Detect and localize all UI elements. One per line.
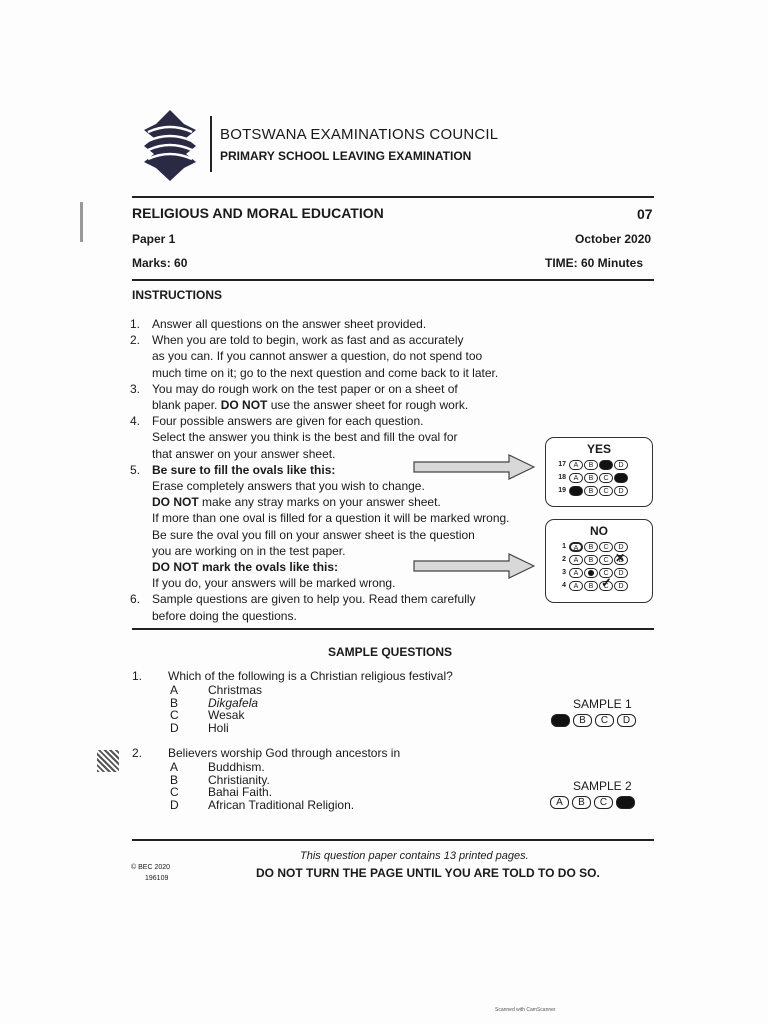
instruction-line — [130, 478, 530, 494]
example-row — [552, 471, 652, 484]
answer-oval: D ✕ — [614, 555, 628, 565]
question-stem: Believers worship God through ancestors in — [168, 746, 401, 760]
sample-answer-oval: C — [594, 796, 613, 809]
instruction-line — [130, 348, 530, 364]
answer-oval: C — [599, 486, 613, 496]
example-row-number: 1 — [562, 543, 566, 550]
answer-oval: C — [599, 555, 613, 565]
option-letter: A — [170, 683, 179, 697]
answer-oval: C ✓ — [599, 581, 613, 591]
option-letter: D — [170, 797, 179, 812]
instruction-line — [130, 413, 530, 429]
option-text: Wesak — [208, 708, 245, 723]
answer-oval: B — [584, 542, 598, 552]
answer-oval: B — [584, 581, 598, 591]
instruction-text: much time on it; go to the next question and come back to it later. — [152, 365, 499, 380]
sample-2-answer-ovals — [550, 796, 638, 809]
yes-example-box — [545, 437, 653, 507]
answer-oval: B — [584, 473, 598, 483]
instruction-text: you are working on in the test paper. — [152, 543, 346, 558]
option-text: Holi — [208, 720, 229, 735]
sample-answer-oval: B — [573, 714, 592, 727]
instruction-text: If more than one oval is filled for a question it will be marked wrong. — [152, 511, 510, 526]
instruction-fragment: blank paper. — [152, 398, 221, 413]
example-row-number: 19 — [558, 487, 566, 494]
footer-rule — [132, 839, 654, 841]
answer-oval — [584, 568, 598, 578]
instruction-text: When you are told to begin, work as fast and as accurately — [152, 333, 464, 348]
instruction-text: If you do, your answers will be marked wrong. — [152, 576, 396, 591]
instruction-text — [152, 397, 530, 413]
no-example-box — [545, 519, 653, 603]
instruction-text: before doing the questions. — [152, 608, 297, 623]
no-arrow-icon — [413, 553, 535, 579]
copyright — [131, 862, 170, 884]
option-text: Christianity. — [208, 772, 270, 787]
exam-date: October 2020 — [575, 232, 652, 246]
instruction-text: Be sure the oval you fill on your answer sheet is the question — [152, 527, 475, 542]
example-row-number: 2 — [562, 556, 566, 563]
instruction-number — [130, 494, 152, 510]
option-letter: D — [170, 720, 179, 735]
sample-answer-oval: B — [572, 796, 591, 809]
answer-oval: D — [614, 460, 628, 470]
instruction-number — [130, 478, 152, 494]
instruction-text: Sample questions are given to help you. Read them carefully — [152, 592, 476, 607]
option-letter: C — [170, 785, 179, 800]
instruction-number — [130, 446, 152, 462]
example-row-number: 3 — [562, 569, 566, 576]
subject-title: RELIGIOUS AND MORAL EDUCATION — [132, 205, 384, 221]
instruction-number: 4. — [130, 414, 141, 429]
instruction-fragment: DO NOT — [220, 398, 268, 413]
instruction-number — [130, 348, 152, 364]
example-row — [552, 484, 652, 497]
instruction-line — [130, 332, 530, 348]
margin-mark — [80, 202, 83, 242]
scanner-watermark: Scanned with CamScanner — [495, 1007, 556, 1013]
instruction-text: that answer on your answer sheet. — [152, 446, 336, 461]
paper-serial: 196109 — [145, 875, 169, 882]
sample-answer-oval: C — [595, 714, 614, 727]
answer-oval: D — [614, 568, 628, 578]
sample-question-1 — [132, 670, 492, 740]
example-row-number: 18 — [558, 474, 566, 481]
option-letter: A — [170, 760, 179, 774]
option-letter: C — [170, 708, 179, 723]
answer-option — [170, 722, 262, 735]
paper-code: 07 — [637, 206, 653, 222]
total-marks: Marks: 60 — [132, 256, 188, 270]
instruction-line — [130, 381, 530, 397]
instruction-line — [130, 608, 530, 624]
answer-oval: B — [584, 555, 598, 565]
instruction-fragment: DO NOT — [152, 495, 199, 510]
paper-number: Paper 1 — [132, 232, 176, 246]
instruction-number — [130, 397, 152, 413]
instruction-number: 1. — [130, 317, 141, 331]
answer-option — [170, 786, 354, 799]
answer-oval: B — [584, 460, 598, 470]
sample-question-2 — [132, 747, 492, 817]
instruction-line — [130, 365, 530, 381]
option-letter: B — [170, 772, 179, 787]
answer-oval — [569, 486, 583, 496]
answer-oval: D — [614, 486, 628, 496]
answer-oval: A — [569, 568, 583, 578]
instruction-line — [130, 591, 530, 607]
question-number: 1. — [132, 669, 143, 683]
instruction-number: 6. — [130, 592, 141, 607]
yes-arrow-icon — [413, 454, 535, 480]
option-text: African Traditional Religion. — [208, 797, 355, 812]
instruction-fragment: make any stray marks on your answer sheet. — [198, 495, 441, 510]
option-text: Christmas — [208, 683, 263, 697]
sample-answer-oval — [551, 714, 570, 727]
answer-option — [170, 799, 354, 812]
instruction-text: You may do rough work on the test paper or on a sheet of — [152, 381, 458, 396]
sample-2-label: SAMPLE 2 — [573, 779, 632, 793]
answer-oval: C — [599, 568, 613, 578]
example-row — [552, 579, 652, 592]
top-rule — [132, 196, 654, 198]
copyright-text: © BEC 2020 — [131, 864, 171, 871]
instruction-line — [130, 316, 530, 332]
instruction-number — [130, 365, 152, 381]
answer-oval: A — [569, 555, 583, 565]
answer-oval: A — [569, 473, 583, 483]
instruction-number: 3. — [130, 381, 141, 396]
instruction-text: DO NOT mark the ovals like this: — [152, 560, 339, 575]
instruction-line — [130, 527, 530, 543]
exam-time: TIME: 60 Minutes — [545, 256, 644, 270]
instruction-text: Be sure to fill the ovals like this: — [152, 462, 336, 477]
answer-oval — [599, 460, 613, 470]
answer-oval: B — [584, 486, 598, 496]
header-divider — [210, 116, 212, 172]
instruction-number — [130, 510, 152, 526]
instruction-text: Select the answer you think is the best and fill the oval for — [152, 430, 458, 445]
answer-oval: A — [569, 542, 583, 552]
instruction-number — [130, 527, 152, 543]
answer-oval — [614, 473, 628, 483]
option-text: Dikgafela — [208, 695, 259, 710]
instruction-line — [130, 429, 530, 445]
answer-oval: D — [614, 542, 628, 552]
no-title: NO — [590, 524, 608, 538]
pages-note: This question paper contains 13 printed pages. — [300, 850, 529, 862]
option-letter: B — [170, 695, 179, 710]
instruction-text — [152, 494, 530, 510]
answer-oval: C — [599, 542, 613, 552]
instruction-text: Answer all questions on the answer sheet provided. — [152, 317, 427, 331]
instruction-text: Erase completely answers that you wish to change. — [152, 479, 425, 494]
bec-logo — [140, 108, 200, 183]
org-name: BOTSWANA EXAMINATIONS COUNCIL — [220, 126, 499, 143]
question-stem: Which of the following is a Christian religious festival? — [168, 669, 453, 683]
barcode-icon — [97, 750, 119, 772]
yes-title: YES — [586, 442, 611, 456]
answer-oval: C — [599, 473, 613, 483]
answer-oval: D — [614, 581, 628, 591]
instruction-line — [130, 397, 530, 413]
answer-oval: A — [569, 460, 583, 470]
example-row-number: 17 — [558, 461, 566, 468]
answer-option — [170, 761, 354, 774]
sample-1-label: SAMPLE 1 — [573, 697, 632, 711]
question-number: 2. — [132, 746, 143, 760]
do-not-turn-warning: DO NOT TURN THE PAGE UNTIL YOU ARE TOLD TO DO SO. — [256, 866, 600, 880]
sample-answer-oval: A — [550, 796, 569, 809]
instruction-text: as you can. If you cannot answer a question, do not spend too — [152, 349, 483, 364]
info-rule — [132, 279, 654, 281]
exam-name: PRIMARY SCHOOL LEAVING EXAMINATION — [220, 149, 472, 163]
instruction-number — [130, 575, 152, 591]
answer-oval: A — [569, 581, 583, 591]
sample-1-answer-ovals — [551, 714, 639, 727]
sample-answer-oval — [616, 796, 635, 809]
instruction-number: 5. — [130, 462, 141, 477]
instruction-number — [130, 543, 152, 559]
instructions-heading: INSTRUCTIONS — [132, 288, 222, 302]
instruction-number — [130, 429, 152, 445]
example-row-number: 4 — [562, 582, 566, 589]
answer-option — [170, 684, 262, 697]
answer-option — [170, 709, 262, 722]
instruction-number — [130, 608, 152, 624]
instruction-text: Four possible answers are given for each question. — [152, 414, 424, 429]
sample-questions-heading: SAMPLE QUESTIONS — [328, 645, 453, 659]
option-text: Buddhism. — [208, 760, 265, 774]
instruction-line — [130, 510, 530, 526]
instruction-number — [130, 559, 152, 575]
example-row — [552, 540, 652, 553]
example-row — [552, 458, 652, 471]
example-row — [552, 553, 652, 566]
option-text: Bahai Faith. — [208, 785, 273, 800]
instruction-line — [130, 494, 530, 510]
sample-answer-oval: D — [617, 714, 636, 727]
instructions-rule — [132, 628, 654, 630]
instruction-number: 2. — [130, 333, 141, 348]
instruction-fragment: use the answer sheet for rough work. — [267, 398, 469, 413]
